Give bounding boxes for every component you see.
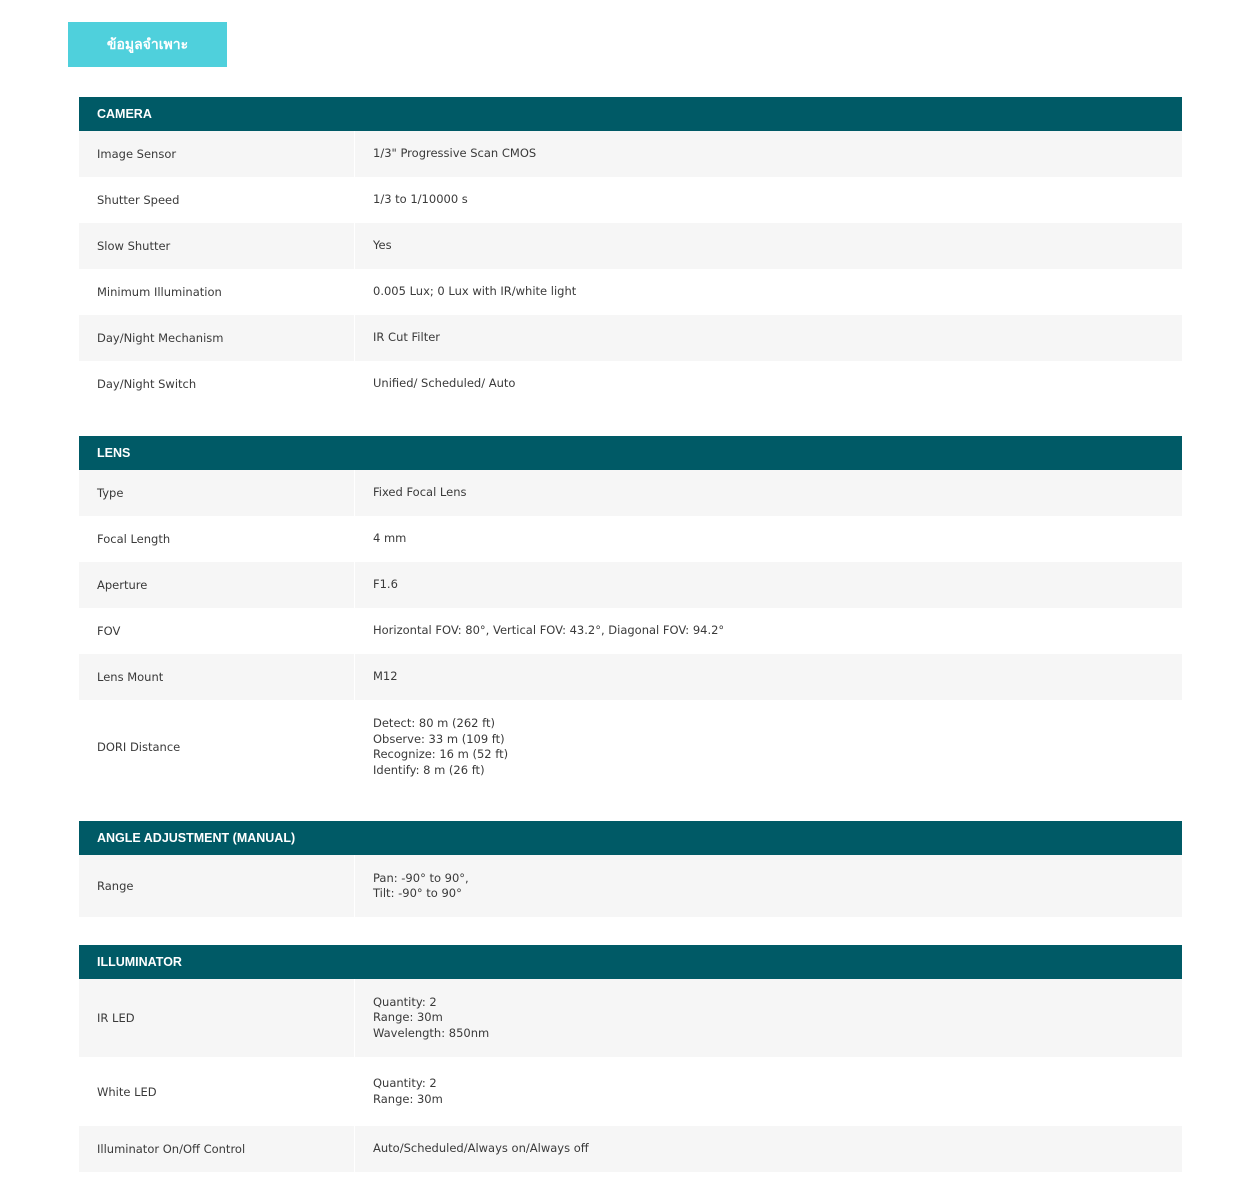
spec-label: Day/Night Switch bbox=[79, 361, 354, 407]
spec-row bbox=[79, 315, 1182, 361]
spec-label: Type bbox=[79, 470, 354, 516]
spec-label: Day/Night Mechanism bbox=[79, 315, 354, 361]
spec-label: Range bbox=[79, 855, 354, 917]
spec-value-line: Observe: 33 m (109 ft) bbox=[373, 731, 505, 746]
spec-value-line: F1.6 bbox=[373, 577, 398, 592]
spec-row bbox=[79, 979, 1182, 1057]
spec-value-line: Detect: 80 m (262 ft) bbox=[373, 716, 495, 730]
spec-row bbox=[79, 516, 1182, 562]
spec-label: FOV bbox=[79, 608, 354, 654]
spec-value-line: M12 bbox=[373, 669, 398, 684]
spec-value-line: Auto/Scheduled/Always on/Always off bbox=[373, 1141, 589, 1156]
spec-value bbox=[355, 131, 1182, 177]
spec-value-line: 1/3" Progressive Scan CMOS bbox=[373, 146, 537, 161]
spec-value-line: Range: 30m bbox=[373, 1091, 443, 1106]
spec-value-line: Identify: 8 m (26 ft) bbox=[373, 762, 485, 777]
spec-row bbox=[79, 361, 1182, 407]
spec-row bbox=[79, 470, 1182, 516]
spec-row bbox=[79, 177, 1182, 223]
spec-value bbox=[355, 608, 1182, 654]
spec-value-line: Horizontal FOV: 80°, Vertical FOV: 43.2°, Diagonal FOV: 94.2° bbox=[373, 623, 725, 638]
spec-value-line: Pan: -90° to 90°, bbox=[373, 870, 469, 885]
spec-value-line: Tilt: -90° to 90° bbox=[373, 886, 462, 900]
spec-value-line: 0.005 Lux; 0 Lux with IR/white light bbox=[373, 284, 577, 299]
spec-row bbox=[79, 1126, 1182, 1172]
spec-value-line: IR Cut Filter bbox=[373, 330, 441, 345]
spec-row bbox=[79, 1057, 1182, 1126]
section-header: CAMERA bbox=[79, 97, 1182, 131]
spec-value-line: 1/3 to 1/10000 s bbox=[373, 192, 468, 207]
spec-row bbox=[79, 223, 1182, 269]
spec-value bbox=[355, 1057, 1182, 1126]
spec-label: Focal Length bbox=[79, 516, 354, 562]
section-header: ILLUMINATOR bbox=[79, 945, 1182, 979]
spec-row bbox=[79, 700, 1182, 794]
spec-row bbox=[79, 855, 1182, 917]
spec-value bbox=[355, 654, 1182, 700]
spec-value bbox=[355, 562, 1182, 608]
spec-value bbox=[355, 269, 1182, 315]
spec-value bbox=[355, 315, 1182, 361]
spec-value bbox=[355, 979, 1182, 1057]
spec-value bbox=[355, 361, 1182, 407]
section-header: LENS bbox=[79, 436, 1182, 470]
spec-row bbox=[79, 654, 1182, 700]
spec-tab-button[interactable]: ข้อมูลจำเพาะ bbox=[68, 22, 227, 67]
spec-value-line: 4 mm bbox=[373, 531, 407, 546]
spec-section bbox=[79, 436, 1182, 794]
spec-value bbox=[355, 470, 1182, 516]
spec-value-line: Range: 30m bbox=[373, 1010, 443, 1025]
spec-row bbox=[79, 131, 1182, 177]
section-header: ANGLE ADJUSTMENT (MANUAL) bbox=[79, 821, 1182, 855]
spec-value-line: Yes bbox=[373, 238, 392, 253]
spec-label: Slow Shutter bbox=[79, 223, 354, 269]
spec-label: Illuminator On/Off Control bbox=[79, 1126, 354, 1172]
spec-value-line: Fixed Focal Lens bbox=[373, 485, 467, 500]
spec-label: DORI Distance bbox=[79, 700, 354, 794]
spec-label: IR LED bbox=[79, 979, 354, 1057]
spec-label: Shutter Speed bbox=[79, 177, 354, 223]
spec-value-line: Quantity: 2 bbox=[373, 1076, 437, 1090]
spec-label: White LED bbox=[79, 1057, 354, 1126]
spec-row bbox=[79, 269, 1182, 315]
spec-section bbox=[79, 97, 1182, 407]
spec-value-line: Wavelength: 850nm bbox=[373, 1025, 490, 1040]
spec-label: Image Sensor bbox=[79, 131, 354, 177]
spec-row bbox=[79, 562, 1182, 608]
spec-value bbox=[355, 855, 1182, 917]
spec-value bbox=[355, 516, 1182, 562]
spec-value-line: Recognize: 16 m (52 ft) bbox=[373, 747, 509, 761]
spec-label: Lens Mount bbox=[79, 654, 354, 700]
spec-section bbox=[79, 945, 1182, 1172]
spec-label: Aperture bbox=[79, 562, 354, 608]
spec-value bbox=[355, 177, 1182, 223]
spec-value bbox=[355, 700, 1182, 794]
spec-value-line: Unified/ Scheduled/ Auto bbox=[373, 376, 516, 391]
spec-label: Minimum Illumination bbox=[79, 269, 354, 315]
spec-section bbox=[79, 821, 1182, 917]
spec-value-line: Quantity: 2 bbox=[373, 994, 437, 1009]
spec-value bbox=[355, 223, 1182, 269]
spec-row bbox=[79, 608, 1182, 654]
spec-value bbox=[355, 1126, 1182, 1172]
